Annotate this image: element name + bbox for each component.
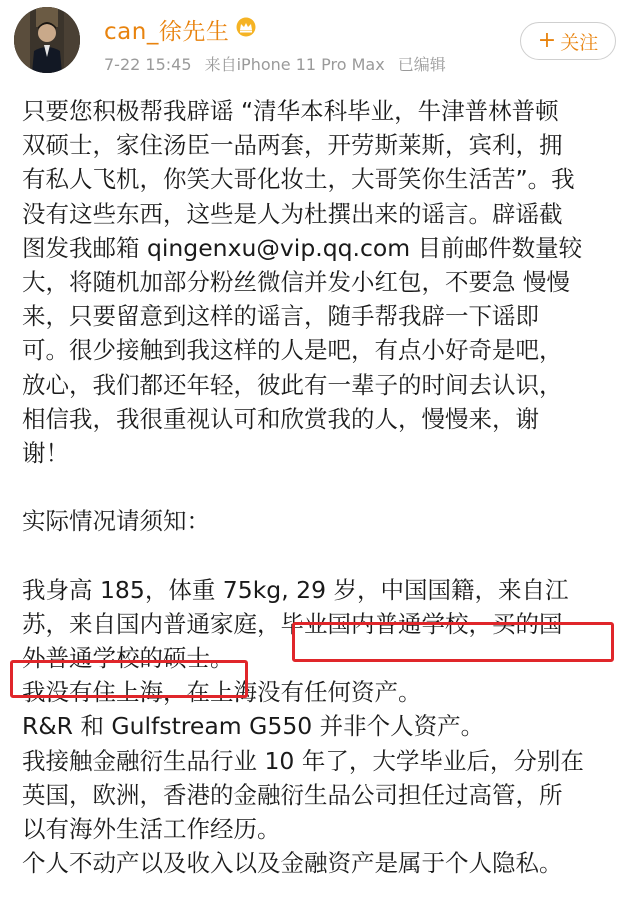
section-heading: 实际情况请须知： [22,507,210,536]
post-line: 可。很少接触到我这样的人是吧，有点小好奇是吧， [22,336,563,365]
post-line: 我没有住上海，在上海没有任何资产。 [22,678,422,707]
vip-crown-icon [235,17,257,41]
username-row [104,12,257,46]
post-line-email: 图发我邮箱 qingenxu@vip.qq.com 目前邮件数量较 [22,233,583,262]
post-line: 有私人飞机，你笑大哥化妆土，大哥笑你生活苦”。我 [22,165,575,194]
post-line: 来，只要留意到这样的谣言，随手帮我辟一下谣即 [22,302,539,331]
post-line: 没有这些东西，这些是人为杜撰出来的谣言。辟谣截 [22,199,563,228]
blank-line [22,470,622,504]
post-line-highlighted: 外普通学校的硕士。 [22,644,234,672]
user-avatar[interactable] [14,7,80,73]
post-meta [104,52,454,75]
post-line: 相信我，我很重视认可和欣赏我的人，慢慢来，谢 [22,404,539,433]
username[interactable]: can_徐先生 [104,18,230,45]
post-line: R&R 和 Gulfstream G550 并非个人资产。 [22,712,485,741]
plus-icon: + [537,28,557,53]
post-line: 只要您积极帮我辟谣 “清华本科毕业，牛津普林普顿 [22,97,559,125]
follow-label: 关注 [560,31,599,54]
edited-label[interactable]: 已编辑 [397,55,446,74]
blank-line [22,538,622,572]
post-line: 我接触金融衍生品行业 10 年了，大学毕业后，分别在 [22,746,584,775]
post-line-highlighted: 苏，来自国内普通家庭，毕业国内普通学校，买的国 [22,609,563,638]
post-line: 我身高 185，体重 75kg, 29 岁，中国国籍，来自江 [22,575,569,604]
post-line: 英国，欧洲，香港的金融衍生品公司担任过高管，所 [22,780,563,809]
post-line: 大，将随机加部分粉丝微信并发小红包，不要急 慢慢 [22,267,570,296]
post-source: 来自iPhone 11 Pro Max [204,55,385,74]
post-line: 双硕士，家住汤臣一品两套，开劳斯莱斯，宾利，拥 [22,131,563,160]
post-header [0,0,640,80]
avatar-photo [14,7,80,73]
follow-button[interactable] [520,22,616,60]
post-timestamp: 7-22 15:45 [104,55,192,74]
post-line: 谢！ [22,438,69,467]
post-body [22,94,622,880]
post-line: 以有海外生活工作经历。 [22,814,281,843]
post-line: 个人不动产以及收入以及金融资产是属于个人隐私。 [22,849,563,878]
post-line: 放心，我们都还年轻，彼此有一辈子的时间去认识， [22,370,563,399]
